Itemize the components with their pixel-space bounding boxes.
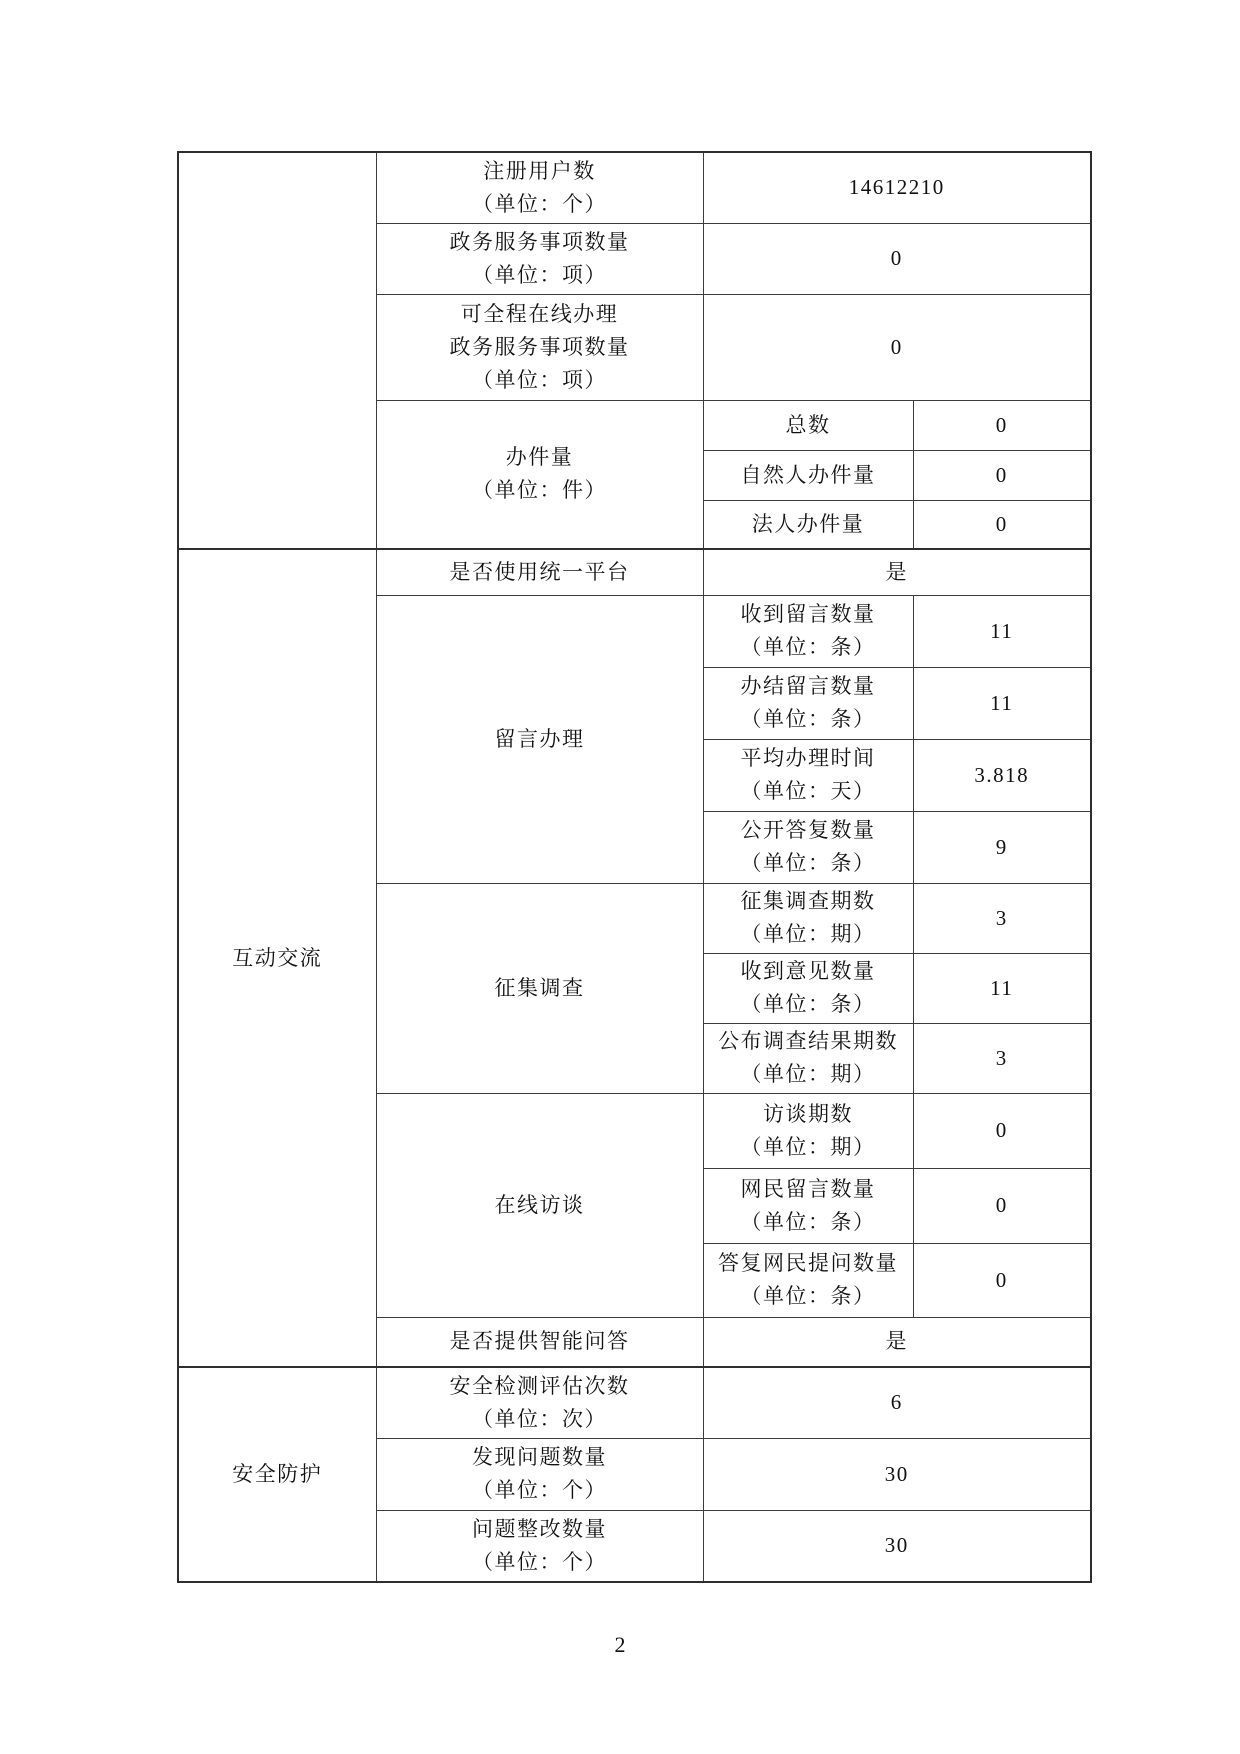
cell-messages-resolved-value: 11 xyxy=(913,667,1091,739)
cell-security-assessments-value: 6 xyxy=(703,1367,1091,1438)
unit-line: （单位：项） xyxy=(472,262,607,287)
label-line: 征集调查期数 xyxy=(740,889,876,913)
unit-line: （单位：条） xyxy=(740,1209,876,1234)
label-line: 问题整改数量 xyxy=(472,1516,607,1541)
label-line: 答复网民提问数量 xyxy=(718,1251,898,1275)
cell-survey-label: 征集调查 xyxy=(376,883,703,1093)
cell-unified-platform-value: 是 xyxy=(703,549,1091,595)
label-line: 安全检测评估次数 xyxy=(449,1373,630,1398)
unit-line: （单位：个） xyxy=(472,191,607,216)
cell-online-service-items-value: 0 xyxy=(703,294,1091,400)
category-interaction: 互动交流 xyxy=(178,549,376,1367)
row-security-assessments xyxy=(178,1367,1091,1438)
unit-line: （单位：项） xyxy=(472,367,607,392)
cell-survey-periods-label xyxy=(703,883,913,953)
label-line: 网民留言数量 xyxy=(740,1176,876,1201)
cell-opinions-received-label xyxy=(703,953,913,1023)
cell-total-value: 0 xyxy=(913,400,1091,450)
row-unified-platform xyxy=(178,549,1091,595)
unit-line: （单位：条） xyxy=(740,635,876,659)
cell-problems-rectified-value: 30 xyxy=(703,1510,1091,1582)
unit-line: （单位：个） xyxy=(472,1549,607,1574)
category-security: 安全防护 xyxy=(178,1367,376,1582)
cell-netizen-questions-label xyxy=(703,1243,913,1317)
label-line: 政务服务事项数量 xyxy=(449,334,630,359)
label-line: 访谈期数 xyxy=(763,1101,853,1126)
row-registered-users xyxy=(178,152,1091,223)
label-line: 办件量 xyxy=(505,445,574,470)
cell-security-assessments-label xyxy=(376,1367,703,1438)
unit-line: （单位：期） xyxy=(740,1062,876,1086)
label-line: 政务服务事项数量 xyxy=(449,229,630,254)
label-line: 公布调查结果期数 xyxy=(718,1029,898,1053)
cell-smart-qa-value: 是 xyxy=(703,1317,1091,1367)
unit-line: （单位：条） xyxy=(740,707,876,731)
cell-problems-found-label xyxy=(376,1438,703,1510)
cell-survey-periods-value: 3 xyxy=(913,883,1091,953)
cell-case-volume-label xyxy=(376,400,703,549)
cell-service-items-label xyxy=(376,223,703,294)
label-line: 发现问题数量 xyxy=(472,1445,607,1469)
cell-natural-person-label: 自然人办件量 xyxy=(703,450,913,500)
cell-average-handling-time-value: 3.818 xyxy=(913,739,1091,811)
unit-line: （单位：件） xyxy=(472,478,607,503)
unit-line: （单位：天） xyxy=(740,779,876,803)
cell-smart-qa-label: 是否提供智能问答 xyxy=(376,1317,703,1367)
cell-interview-periods-value: 0 xyxy=(913,1093,1091,1168)
unit-line: （单位：条） xyxy=(740,992,876,1016)
page-number: 2 xyxy=(614,1632,626,1657)
cell-service-items-value: 0 xyxy=(703,223,1091,294)
cell-messages-resolved-label xyxy=(703,667,913,739)
cell-results-published-value: 3 xyxy=(913,1023,1091,1093)
cell-problems-rectified-label xyxy=(376,1510,703,1582)
cell-registered-users-value: 14612210 xyxy=(703,152,1091,223)
cell-natural-person-value: 0 xyxy=(913,450,1091,500)
cell-unified-platform-label: 是否使用统一平台 xyxy=(376,549,703,595)
cell-online-service-items-label xyxy=(376,294,703,400)
cell-message-handling-label: 留言办理 xyxy=(376,595,703,883)
label-line: 办结留言数量 xyxy=(740,674,876,698)
label-line: 平均办理时间 xyxy=(740,746,876,770)
category-cell-empty xyxy=(178,152,376,549)
unit-line: （单位：个） xyxy=(472,1478,607,1502)
cell-public-replies-value: 9 xyxy=(913,811,1091,883)
label-line: 收到意见数量 xyxy=(740,959,876,983)
unit-line: （单位：次） xyxy=(472,1406,607,1431)
cell-interview-periods-label xyxy=(703,1093,913,1168)
cell-messages-received-label xyxy=(703,595,913,667)
label-line: 公开答复数量 xyxy=(740,818,876,842)
cell-legal-person-label: 法人办件量 xyxy=(703,500,913,549)
cell-opinions-received-value: 11 xyxy=(913,953,1091,1023)
cell-public-replies-label xyxy=(703,811,913,883)
cell-average-handling-time-label xyxy=(703,739,913,811)
statistics-table xyxy=(177,151,1092,1583)
cell-netizen-messages-label xyxy=(703,1168,913,1243)
cell-interview-label: 在线访谈 xyxy=(376,1093,703,1317)
cell-messages-received-value: 11 xyxy=(913,595,1091,667)
unit-line: （单位：期） xyxy=(740,1134,876,1159)
label-line: 可全程在线办理 xyxy=(460,301,619,326)
unit-line: （单位：条） xyxy=(740,1284,876,1308)
unit-line: （单位：期） xyxy=(740,922,876,946)
cell-netizen-messages-value: 0 xyxy=(913,1168,1091,1243)
cell-problems-found-value: 30 xyxy=(703,1438,1091,1510)
unit-line: （单位：条） xyxy=(740,851,876,875)
label-line: 注册用户数 xyxy=(483,158,596,183)
cell-legal-person-value: 0 xyxy=(913,500,1091,549)
cell-total-label: 总数 xyxy=(703,400,913,450)
cell-results-published-label xyxy=(703,1023,913,1093)
cell-registered-users-label xyxy=(376,152,703,223)
label-line: 收到留言数量 xyxy=(740,602,876,626)
cell-netizen-questions-value: 0 xyxy=(913,1243,1091,1317)
